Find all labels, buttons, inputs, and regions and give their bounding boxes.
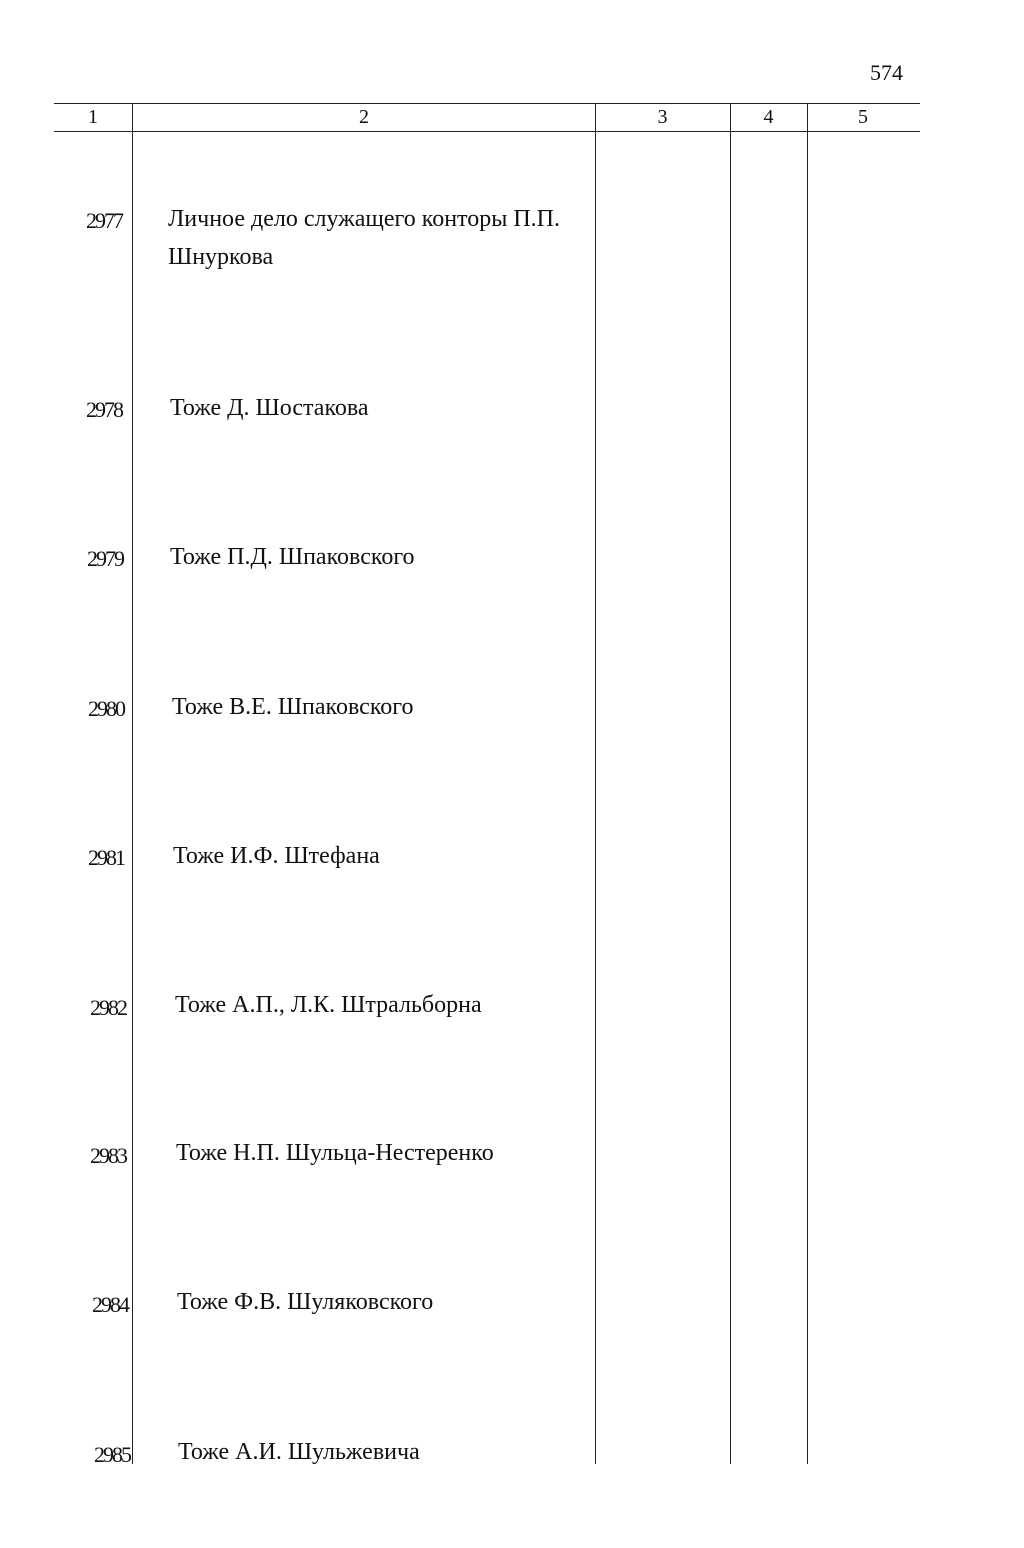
record-number: 2984	[92, 1292, 128, 1317]
column-divider-4-5	[807, 104, 808, 1464]
record-number: 2980	[88, 696, 124, 721]
record-number: 2985	[94, 1442, 130, 1467]
column-head-3: 3	[657, 106, 668, 128]
column-divider-1-2	[132, 104, 133, 1464]
column-head-4: 4	[763, 106, 774, 128]
record-title: Тоже А.И. Шульжевича	[178, 1439, 420, 1465]
record-number: 2983	[90, 1143, 126, 1168]
record-title: Тоже В.Е. Шпаковского	[172, 694, 414, 720]
record-title: Тоже И.Ф. Штефана	[173, 843, 380, 869]
record-title: Тоже А.П., Л.К. Штральборна	[175, 992, 482, 1018]
table-header-rule	[54, 131, 920, 132]
column-divider-3-4	[730, 104, 731, 1464]
record-number: 2977	[86, 208, 122, 233]
column-head-5: 5	[858, 106, 868, 128]
record-number: 2982	[90, 995, 126, 1020]
record-number: 2978	[86, 397, 122, 422]
column-head-1: 1	[88, 106, 98, 128]
record-title: Личное дело служащего конторы П.П. Шнуркова	[168, 206, 560, 270]
record-title: Тоже Ф.В. Шуляковского	[177, 1289, 434, 1315]
record-title: Тоже Н.П. Шульца-Нестеренко	[176, 1140, 494, 1166]
page-number: 574	[870, 60, 903, 85]
record-number: 2981	[88, 845, 124, 870]
column-head-2: 2	[359, 106, 369, 128]
record-number: 2979	[87, 546, 123, 571]
record-title: Тоже Д. Шостакова	[170, 395, 369, 421]
table-top-rule	[54, 103, 920, 104]
column-divider-2-3	[595, 104, 596, 1464]
record-title: Тоже П.Д. Шпаковского	[170, 544, 415, 570]
